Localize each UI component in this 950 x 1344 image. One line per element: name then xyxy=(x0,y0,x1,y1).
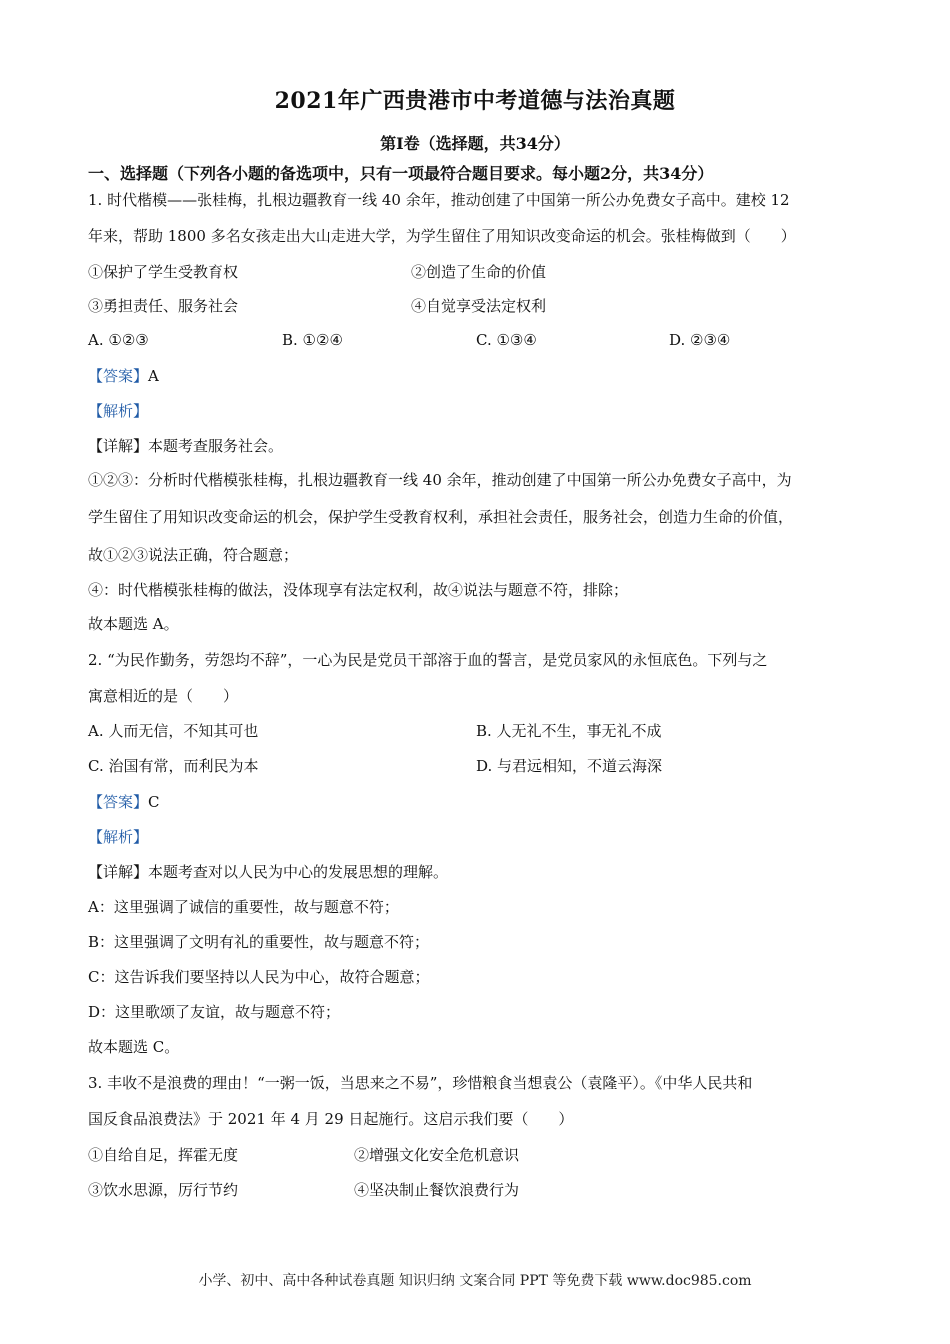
q2-answer xyxy=(88,792,160,812)
q2-explanation-d: D：这里歌颂了友谊，故与题意不符； xyxy=(88,1003,341,1021)
q3-statement-4: ④坚决制止餐饮浪费行为 xyxy=(354,1181,520,1199)
q1-statement-4: ④自觉享受法定权利 xyxy=(411,297,547,315)
answer-value: C xyxy=(148,793,160,811)
detail-tag: 【详解】 xyxy=(88,437,149,455)
answer-value: A xyxy=(148,367,159,385)
q1-statement-2: ②创造了生命的价值 xyxy=(411,263,547,281)
q1-option-c: C. ①③④ xyxy=(476,331,537,349)
q1-explanation-4: ④：时代楷模张桂梅的做法，没体现享有法定权利，故④说法与题意不符，排除； xyxy=(88,581,629,599)
q1-stem-line-1: 1. 时代楷模——张桂梅，扎根边疆教育一线 40 余年，推动创建了中国第一所公办免费女子高中。建校 12 xyxy=(88,191,790,209)
q3-statement-1: ①自给自足，挥霍无度 xyxy=(88,1146,239,1164)
q1-explanation-1: ①②③：分析时代楷模张桂梅，扎根边疆教育一线 40 余年，推动创建了中国第一所公办免费女子高中，为 xyxy=(88,471,792,489)
q2-explanation-c: C：这告诉我们要坚持以人民为中心，故符合题意； xyxy=(88,968,430,986)
q1-answer xyxy=(88,366,159,386)
analysis-tag: 【解析】 xyxy=(88,828,149,846)
q3-stem-line-2: 国反食品浪费法》于 2021 年 4 月 29 日起施行。这启示我们要（ ） xyxy=(88,1110,574,1128)
q2-option-a: A. 人而无信，不知其可也 xyxy=(88,722,259,740)
section-heading: 一、选择题（下列各小题的备选项中，只有一项最符合题目要求。每小题2分，共34分） xyxy=(88,164,714,183)
q1-conclusion: 故本题选 A。 xyxy=(88,615,179,633)
q3-stem-line-1: 3. 丰收不是浪费的理由！“一粥一饭，当思来之不易”，珍惜粮食当想袁公（袁隆平）。《中华人民共和 xyxy=(88,1074,753,1092)
q2-option-c: C. 治国有常，而利民为本 xyxy=(88,757,259,775)
answer-tag: 【答案】 xyxy=(88,367,149,385)
q1-option-d: D. ②③④ xyxy=(669,331,731,349)
q1-stem-line-2: 年来，帮助 1800 多名女孩走出大山走进大学，为学生留住了用知识改变命运的机会。张桂梅做到（ ） xyxy=(88,227,796,245)
q2-analysis-tag xyxy=(88,827,148,847)
paper-subtitle: 第Ⅰ卷（选择题，共34分） xyxy=(380,134,570,153)
q2-option-d: D. 与君远相知，不道云海深 xyxy=(476,757,663,775)
q2-conclusion: 故本题选 C。 xyxy=(88,1038,180,1056)
q1-explanation-3: 故①②③说法正确，符合题意； xyxy=(88,546,299,564)
q1-option-a: A. ①②③ xyxy=(88,331,149,349)
q1-detail xyxy=(88,436,283,456)
q1-explanation-2: 学生留住了用知识改变命运的机会，保护学生受教育权利，承担社会责任，服务社会，创造力生命的价值， xyxy=(88,508,794,526)
q2-option-b: B. 人无礼不生，事无礼不成 xyxy=(476,722,662,740)
document-title: 2021年广西贵港市中考道德与法治真题 xyxy=(274,88,676,114)
detail-tag: 【详解】 xyxy=(88,863,149,881)
detail-text: 本题考查服务社会。 xyxy=(148,437,284,455)
q1-statement-1: ①保护了学生受教育权 xyxy=(88,263,239,281)
q2-explanation-b: B：这里强调了文明有礼的重要性，故与题意不符； xyxy=(88,933,430,951)
q1-statement-3: ③勇担责任、服务社会 xyxy=(88,297,239,315)
q1-option-b: B. ①②④ xyxy=(282,331,343,349)
q2-stem-line-2: 寓意相近的是（ ） xyxy=(88,687,239,705)
analysis-tag: 【解析】 xyxy=(88,402,149,420)
q2-explanation-a: A：这里强调了诚信的重要性，故与题意不符； xyxy=(88,898,399,916)
footer-banner: 小学、初中、高中各种试卷真题 知识归纳 文案合同 PPT 等免费下载 www.doc985.com xyxy=(198,1273,752,1289)
answer-tag: 【答案】 xyxy=(88,793,149,811)
q3-statement-3: ③饮水思源，厉行节约 xyxy=(88,1181,239,1199)
q1-analysis-tag xyxy=(88,401,148,421)
detail-text: 本题考查对以人民为中心的发展思想的理解。 xyxy=(148,863,449,881)
q2-stem-line-1: 2. “为民作勤务，劳怨均不辞”，一心为民是党员干部溶于血的誓言，是党员家风的永恒底色。下列与之 xyxy=(88,651,768,669)
q3-statement-2: ②增强文化安全危机意识 xyxy=(354,1146,520,1164)
q2-detail xyxy=(88,862,448,882)
